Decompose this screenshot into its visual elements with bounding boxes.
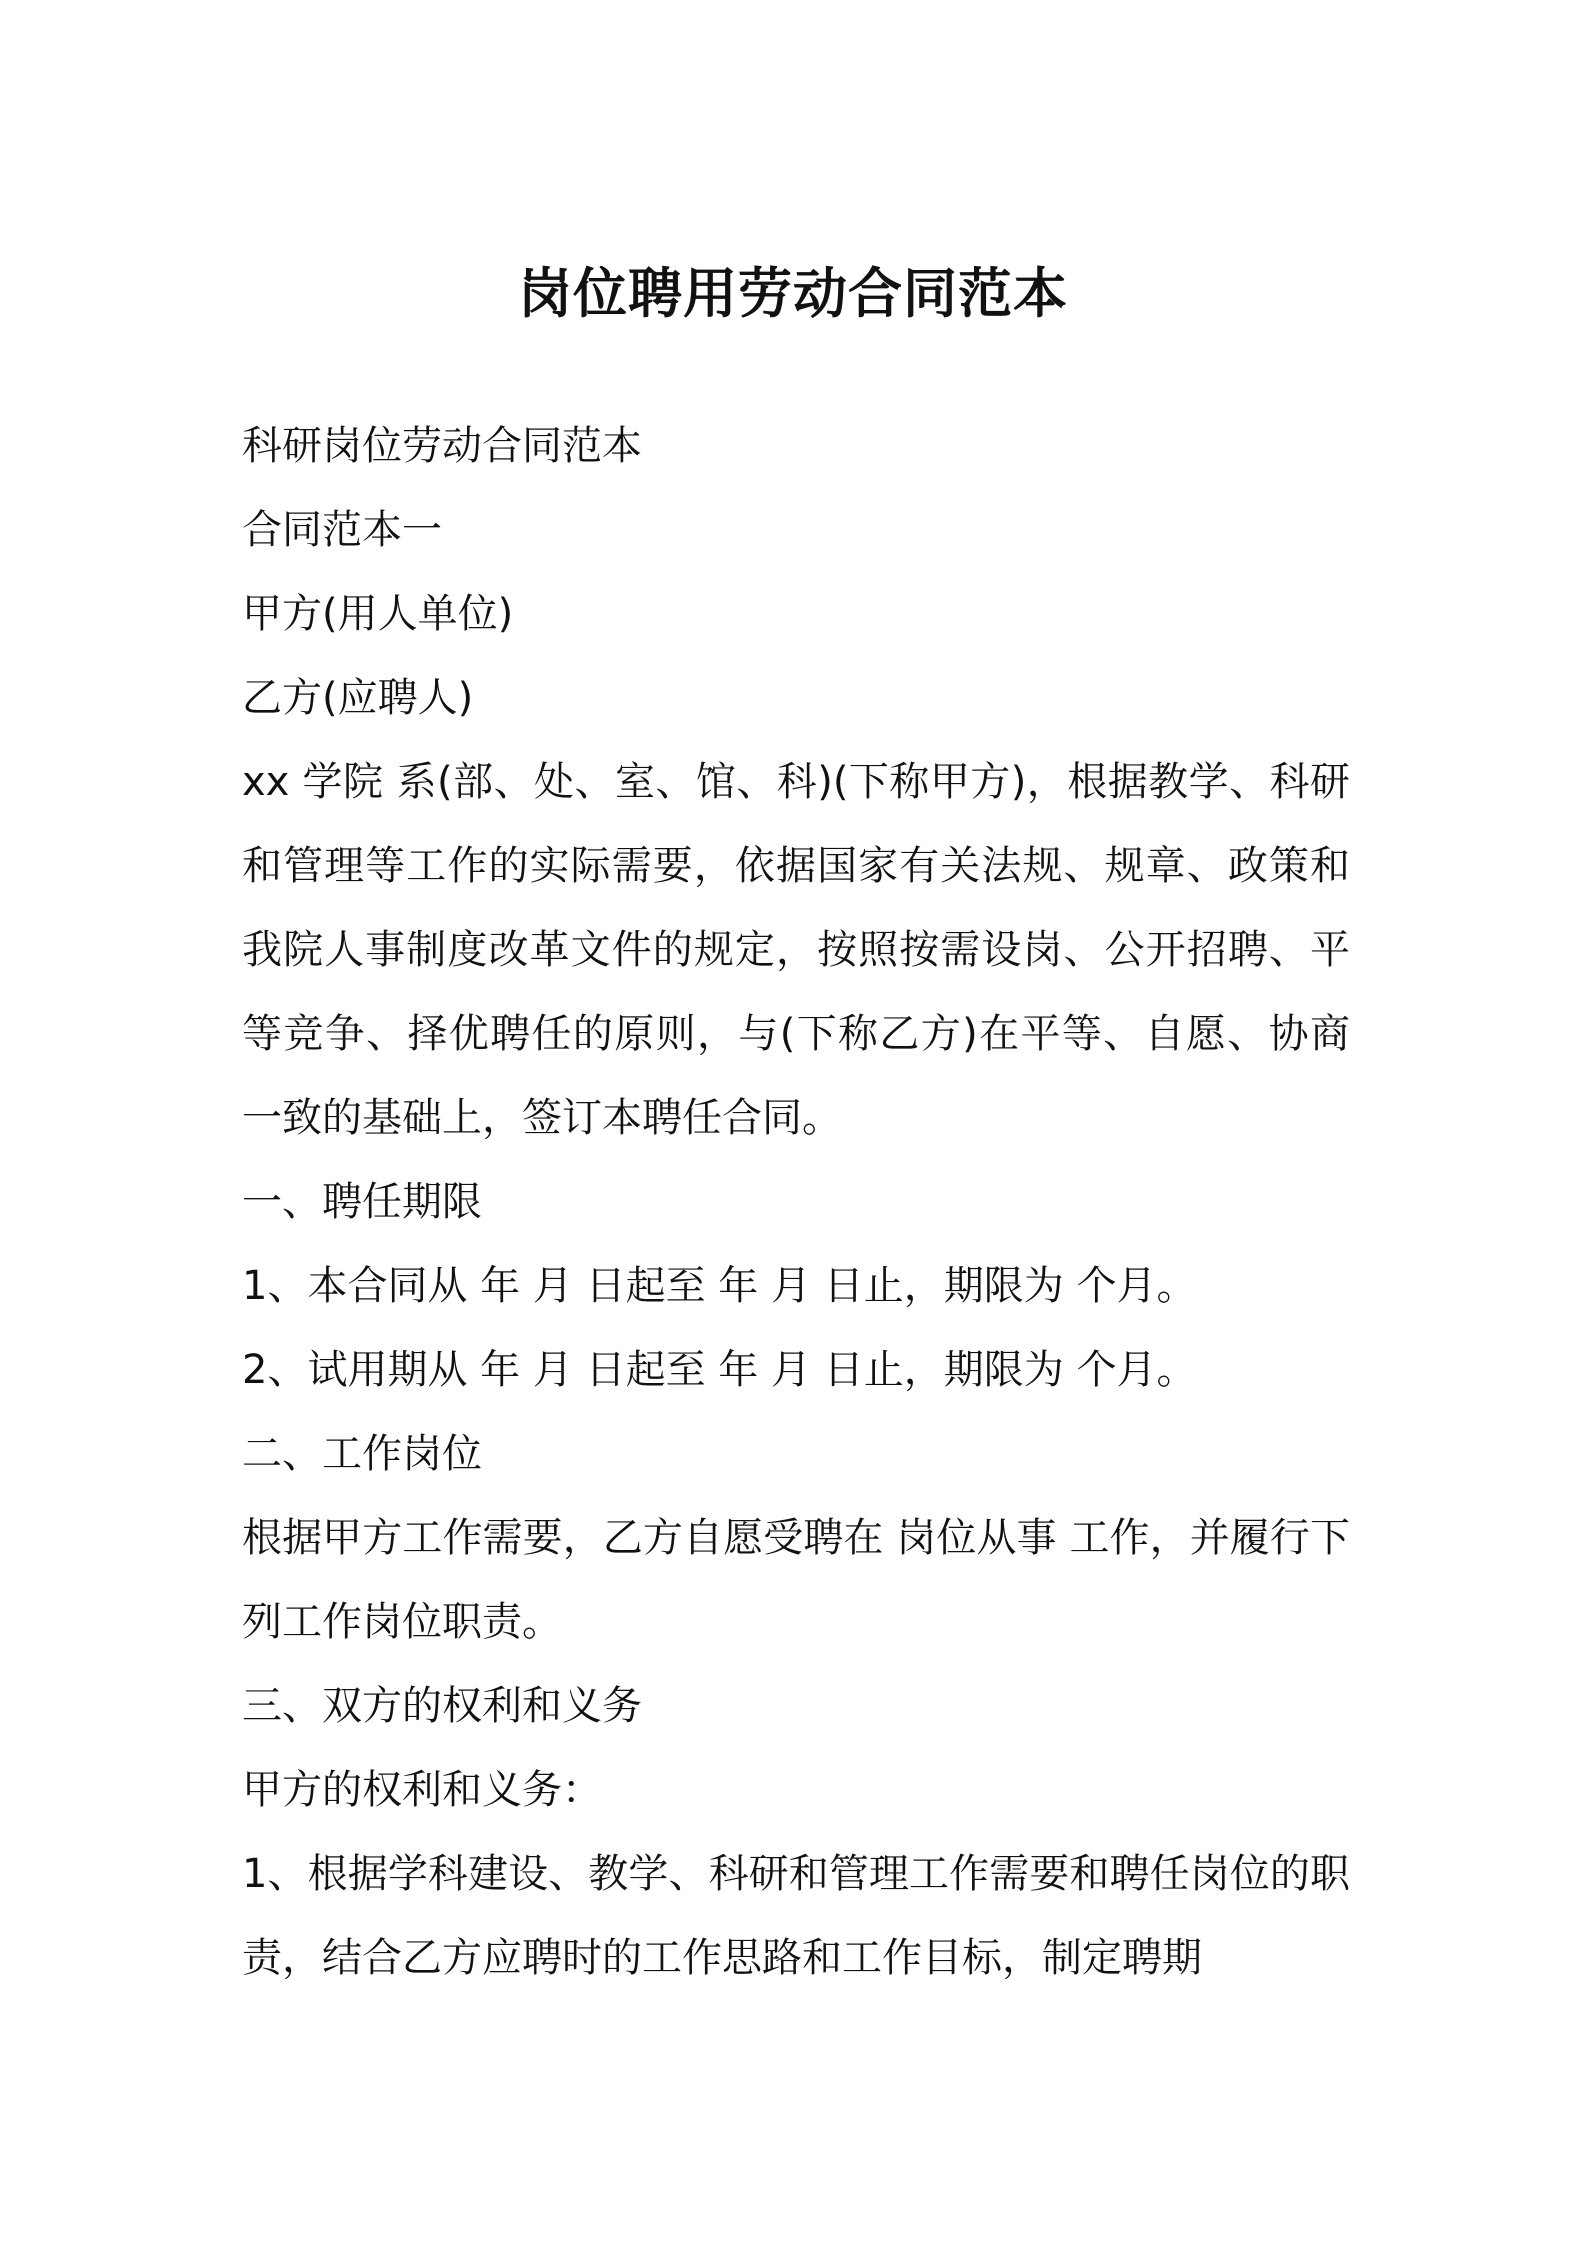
section-heading-position: 二、工作岗位 [242,1431,482,1477]
document-title: 岗位聘用劳动合同范本 [518,262,1068,325]
paragraph-party-a: 甲方(用人单位) [242,591,514,637]
paragraph-subtitle: 科研岗位劳动合同范本 [242,423,642,469]
clause-probation-period: 2、试用期从 年 月 日起至 年 月 日止，期限为 个月。 [242,1347,1197,1393]
paragraph-template-label: 合同范本一 [242,507,442,553]
paragraph-preamble: xx 学院 系(部、处、室、馆、科)(下称甲方)，根据教学、科研和管理等工作的实际需要，依据国家有关法规、规章、政策和我院人事制度改革文件的规定，按照按需设岗、公开招聘、平等竞争、择优聘任的原则，与(下称乙方)在平等、自愿、协商一致的基础上，签订本聘任合同。 [242,759,1350,1141]
document-body [242,404,1350,2000]
section-heading-term: 一、聘任期限 [242,1179,482,1225]
clause-position-duties: 根据甲方工作需要，乙方自愿受聘在 岗位从事 工作，并履行下列工作岗位职责。 [242,1515,1350,1645]
section-heading-rights: 三、双方的权利和义务 [242,1683,642,1729]
subheading-party-a-rights: 甲方的权利和义务： [242,1767,602,1813]
paragraph-party-b: 乙方(应聘人) [242,675,474,721]
clause-contract-period: 1、本合同从 年 月 日起至 年 月 日止，期限为 个月。 [242,1263,1197,1309]
clause-party-a-rights-1: 1、根据学科建设、教学、科研和管理工作需要和聘任岗位的职责，结合乙方应聘时的工作思路和工作目标，制定聘期 [242,1851,1350,1981]
